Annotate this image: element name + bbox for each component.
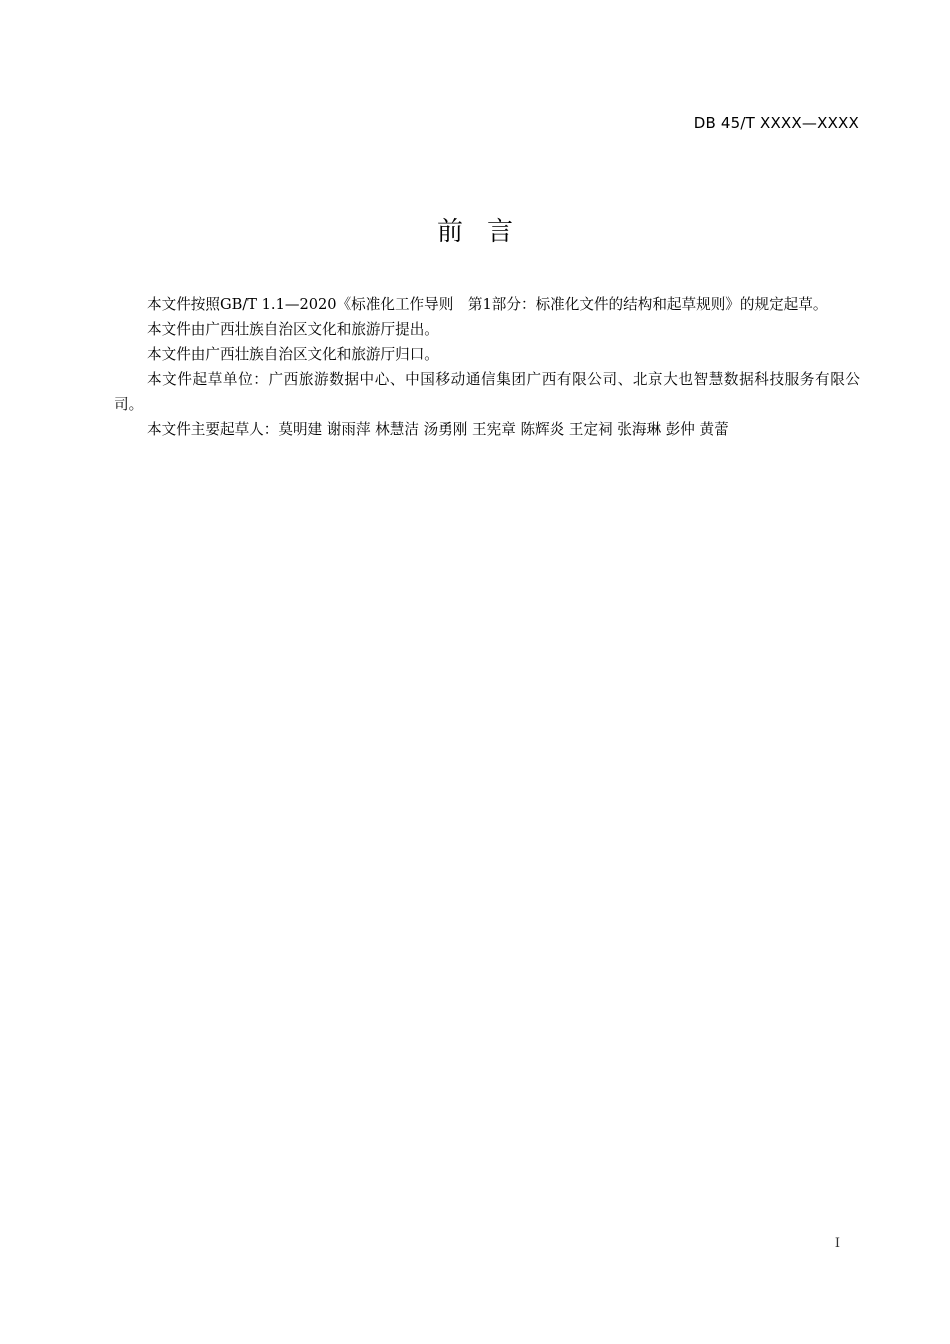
- paragraph-drafters: 本文件主要起草人：莫明建 谢雨萍 林慧洁 汤勇刚 王宪章 陈辉炎 王定祠 张海琳 彭仲 黄蕾: [147, 421, 729, 438]
- paragraph-drafting-units: 本文件起草单位：广西旅游数据中心、中国移动通信集团广西有限公司、北京大也智慧数据科技服务有限公司。: [114, 371, 860, 413]
- page-number: I: [834, 1236, 840, 1251]
- standard-code: DB 45/T XXXX—XXXX: [693, 114, 859, 132]
- paragraph-proposer: 本文件由广西壮族自治区文化和旅游厅提出。: [147, 321, 439, 338]
- page-title: 前言: [436, 217, 537, 247]
- foreword-body: [114, 292, 860, 442]
- paragraph-centralized-unit: 本文件由广西壮族自治区文化和旅游厅归口。: [147, 346, 439, 363]
- paragraph-drafting-basis: 本文件按照GB/T 1.1—2020《标准化工作导则 第1部分：标准化文件的结构和起草规则》的规定起草。: [147, 296, 828, 313]
